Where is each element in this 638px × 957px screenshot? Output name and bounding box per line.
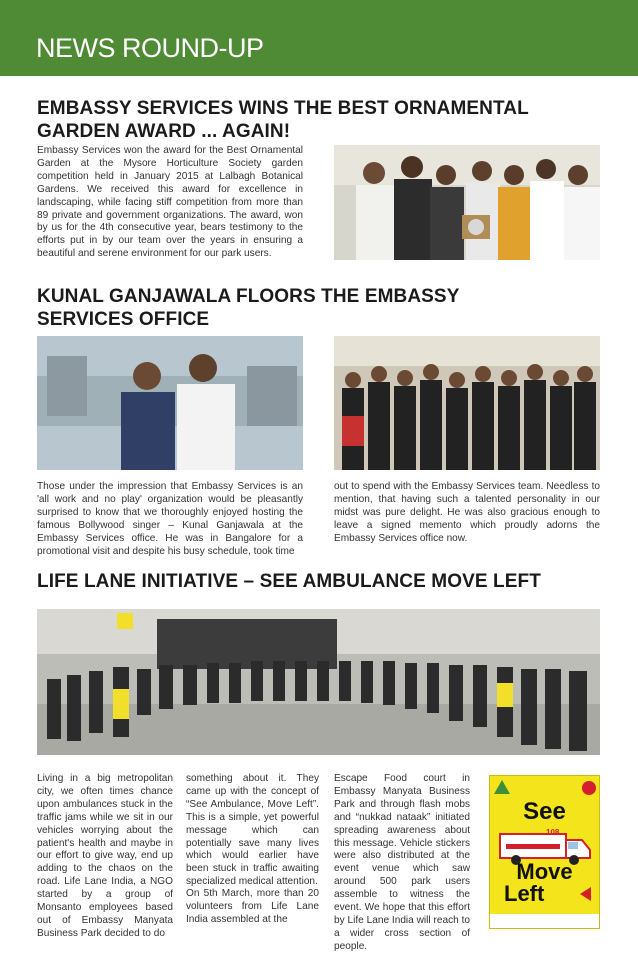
- article-lifelane-body-col1: Living in a big metropolitan city, we often times chance upon ambulances stuck in the traffic jams while we sit in our vehicles worrying about the patient's health and maybe in our effort to give way, end up adding to the chaos on the road. Life Lane India, a NGO started by a group of Monsanto employees based out of Embassy Manyata Business Park decided to do: [37, 773, 173, 939]
- see-ambulance-move-left-poster: [489, 775, 600, 929]
- page-title: NEWS ROUND-UP: [36, 33, 264, 63]
- poster-ambulance-number: 108: [546, 828, 560, 837]
- award-ceremony-photo: [334, 145, 600, 260]
- team-group-photo: [334, 336, 600, 470]
- header-banner: [0, 0, 638, 76]
- article-award-body: Embassy Services won the award for the Best Ornamental Garden at the Mysore Horticulture Society garden competition held in January 2015 at Lalbagh Botanical Gardens. We received this award for excellence in landscaping, while facing stiff competition from more than 89 private and government organizations. The award, won by us for the 4th consecutive year, bears testimony to the efforts put in by our team over the years in ensuring a beautiful and serene environment for our park users.: [37, 145, 303, 260]
- poster-word-left: Left: [504, 881, 545, 906]
- left-arrow-icon: [580, 887, 591, 901]
- lifelane-event-photo: [37, 609, 600, 755]
- poster-footer-strip: [490, 914, 599, 928]
- article-kunal-headline: KUNAL GANJAWALA FLOORS THE EMBASSY SERVICES OFFICE: [37, 286, 460, 330]
- kunal-ganjawala-portrait-photo: [37, 336, 303, 470]
- article-kunal-body-col1: Those under the impression that Embassy Services is an 'all work and no play' organization would be pleasantly surprised to know that we thoroughly enjoyed hosting the famous Bollywood singer – Kunal Ganjawala at the Embassy Services office. He was in Bangalore for a promotional visit and despite his busy schedule, took time: [37, 481, 303, 557]
- article-award-headline: EMBASSY SERVICES WINS THE BEST ORNAMENTAL GARDEN AWARD ... AGAIN!: [37, 98, 529, 142]
- article-lifelane-body-col2-p2: On 5th March, more than 20 volunteers from Life Lane India assembled at the: [186, 888, 319, 925]
- poster-word-see: See: [523, 798, 566, 825]
- poster-word-move: Move: [516, 859, 573, 884]
- article-lifelane-body-col3: Escape Food court in Embassy Manyata Business Park and through flash mobs and “nukkad nataak” initiated spreading awareness about this message. Vehicle stickers were also distributed at the event venue which saw around 500 park users assemble to witness the event. We hope that this effort by Life Lane India will reach to a wider cross section of people.: [334, 773, 470, 952]
- article-lifelane-headline: LIFE LANE INITIATIVE – SEE AMBULANCE MOVE LEFT: [37, 571, 541, 592]
- article-kunal-body-col2: out to spend with the Embassy Services team. Needless to mention, that having such a talented personality in our midst was pure delight. He was also gracious enough to leave a signed memento which proudly adorns the Embassy Services office now.: [334, 481, 600, 544]
- article-lifelane-body-col2-p1: something about it. They came up with the concept of “See Ambulance, Move Left”. This is a simple, yet powerful message which can potentially save many lives which would earlier have been stuck in traffic awaiting specialized medical attention.: [186, 773, 319, 888]
